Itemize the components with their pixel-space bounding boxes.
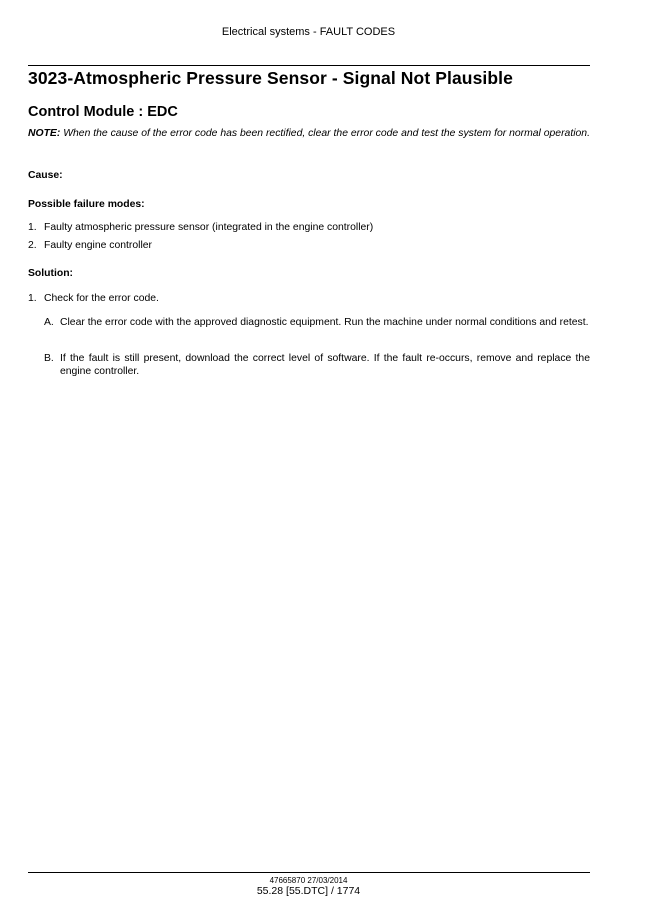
solution-substep <box>44 353 590 379</box>
solution-step-number: 1. <box>28 293 37 304</box>
solution-step-text: Check for the error code. <box>44 293 159 304</box>
solution-substep-text: Clear the error code with the approved diagnostic equipment. Run the machine under normal conditions and retest. <box>60 317 589 328</box>
list-item-text: Faulty atmospheric pressure sensor (integrated in the engine controller) <box>44 222 374 233</box>
solution-substep-text: If the fault is still present, download the correct level of software. If the fault re-occurs, remove and replace the engine controller. <box>60 353 590 377</box>
note-paragraph <box>28 127 590 140</box>
solution-substep-letter: A. <box>44 317 54 328</box>
list-item-number: 1. <box>28 222 37 233</box>
control-module-heading: Control Module : EDC <box>28 104 178 120</box>
note-text: When the cause of the error code has been rectified, clear the error code and test the system for normal operation. <box>60 128 590 139</box>
cause-heading: Cause: <box>28 170 63 181</box>
list-item <box>28 222 590 235</box>
solution-substep <box>44 317 590 343</box>
page-header: Electrical systems - FAULT CODES <box>221 26 396 38</box>
list-item-number: 2. <box>28 240 37 251</box>
page-title: 3023-Atmospheric Pressure Sensor - Signal Not Plausible <box>28 68 513 88</box>
title-divider <box>28 65 590 66</box>
solution-substep-letter: B. <box>44 353 54 364</box>
note-label: NOTE: <box>28 128 61 139</box>
list-item-text: Faulty engine controller <box>44 240 153 251</box>
solution-step <box>28 293 590 306</box>
footer-divider <box>28 872 590 873</box>
footer-page-number: 55.28 [55.DTC] / 1774 <box>256 885 361 897</box>
failure-modes-heading: Possible failure modes: <box>28 199 145 210</box>
list-item <box>28 240 590 253</box>
footer-document-code: 47665870 27/03/2014 <box>269 876 348 885</box>
solution-heading: Solution: <box>28 268 74 279</box>
